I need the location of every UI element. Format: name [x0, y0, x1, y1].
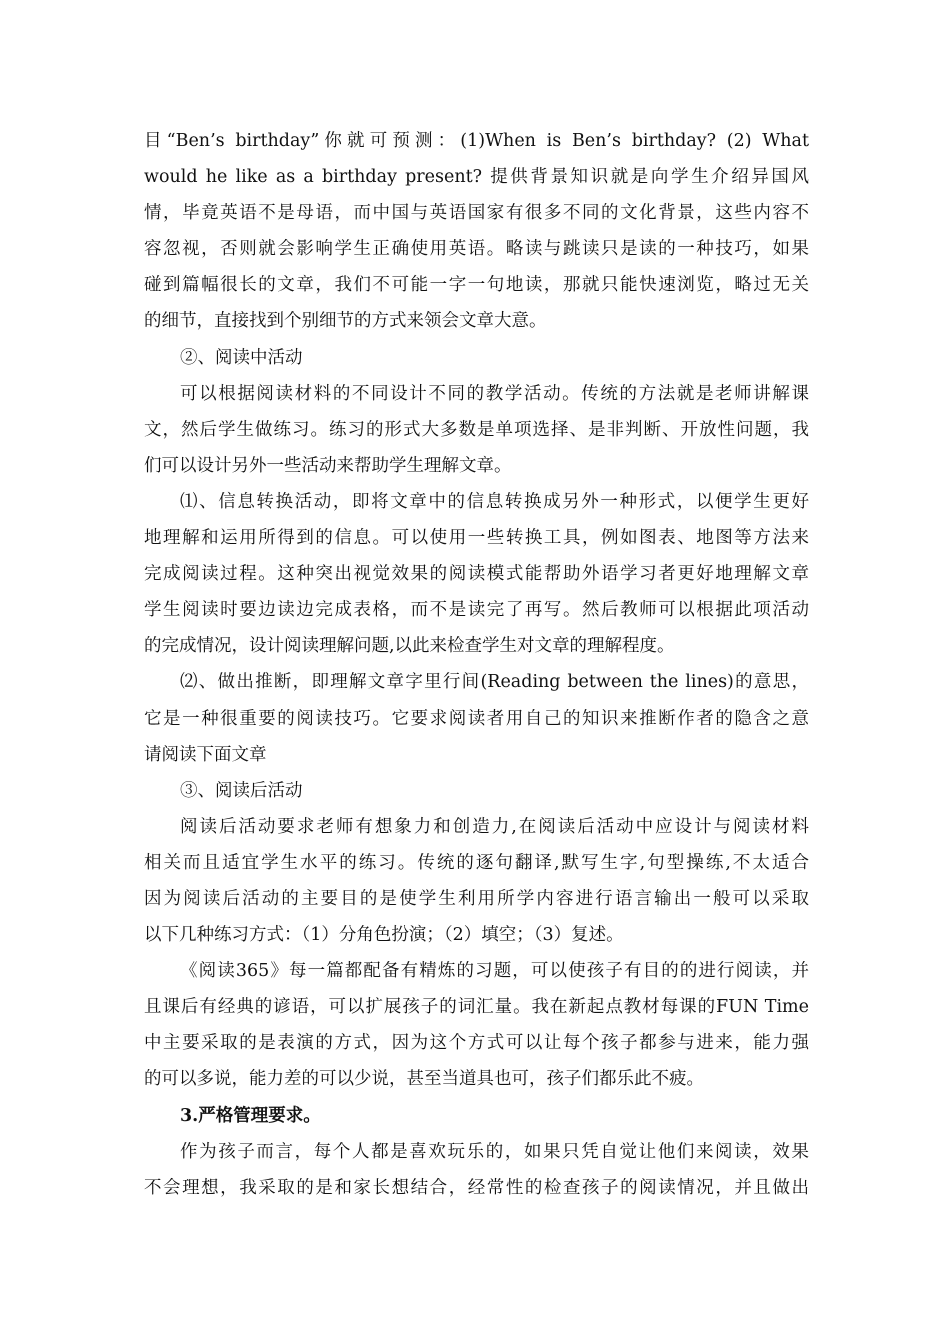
text-line: 《阅读365》每一篇都配备有精炼的习题，可以使孩子有目的的进行阅读，并	[180, 961, 809, 982]
text-line: ⑴、信息转换活动，即将文章中的信息转换成另外一种形式，以便学生更好	[180, 491, 809, 512]
text-line: 文，然后学生做练习。练习的形式大多数是单项选择、是非判断、开放性问题，我	[144, 419, 809, 440]
text-line: 情，毕竟英语不是母语，而中国与英语国家有很多不同的文化背景，这些内容不	[144, 203, 809, 224]
text-line: 容忽视，否则就会影响学生正确使用英语。略读与跳读只是读的一种技巧，如果	[144, 239, 809, 260]
text-line: 阅读后活动要求老师有想象力和创造力,在阅读后活动中应设计与阅读材料	[180, 816, 809, 837]
text-line: 因为阅读后活动的主要目的是使学生利用所学内容进行语言输出一般可以采取	[144, 888, 809, 909]
text-line: 的完成情况，设计阅读理解问题,以此来检查学生对文章的理解程度。	[144, 636, 675, 657]
text-line: 们可以设计另外一些活动来帮助学生理解文章。	[144, 455, 512, 476]
text-line: 相关而且适宜学生水平的练习。传统的逐句翻译,默写生字,句型操练,不太适合	[144, 852, 809, 873]
text-line: 碰到篇幅很长的文章，我们不可能一字一句地读，那就只能快速浏览，略过无关	[144, 275, 809, 296]
text-line: 作为孩子而言，每个人都是喜欢玩乐的，如果只凭自觉让他们来阅读，效果	[180, 1141, 809, 1162]
text-line: 的可以多说，能力差的可以少说，甚至当道具也可，孩子们都乐此不疲。	[144, 1069, 704, 1090]
text-line: 以下几种练习方式：（1）分角色扮演；（2）填空；（3）复述。	[144, 925, 624, 946]
text-line: 地理解和运用所得到的信息。可以使用一些转换工具，例如图表、地图等方法来	[144, 528, 809, 549]
text-line: 不会理想，我采取的是和家长想结合，经常性的检查孩子的阅读情况，并且做出	[144, 1177, 809, 1198]
text-line: 目“Ben’s birthday”你就可预测：(1)When is Ben’s birthday? (2) What	[144, 131, 809, 151]
text-line: 学生阅读时要边读边完成表格，而不是读完了再写。然后教师可以根据此项活动	[144, 600, 809, 621]
text-line: 中主要采取的是表演的方式，因为这个方式可以让每个孩子都参与进来，能力强	[144, 1033, 809, 1054]
section-heading-during-reading: ②、阅读中活动	[180, 347, 303, 368]
text-line: 且课后有经典的谚语，可以扩展孩子的词汇量。我在新起点教材每课的FUN Time	[144, 997, 809, 1018]
text-line: 的细节，直接找到个别细节的方式来领会文章大意。	[144, 311, 547, 332]
text-line: 请阅读下面文章	[144, 744, 267, 765]
section-heading-after-reading: ③、阅读后活动	[180, 780, 303, 801]
document-body	[144, 123, 809, 1206]
text-line: 可以根据阅读材料的不同设计不同的教学活动。传统的方法就是老师讲解课	[180, 383, 809, 404]
text-line: 完成阅读过程。这种突出视觉效果的阅读模式能帮助外语学习者更好地理解文章	[144, 564, 809, 585]
text-line: ⑵、做出推断，即理解文章字里行间(Reading between the lines)的意思，	[180, 672, 809, 693]
text-line: 它是一种很重要的阅读技巧。它要求阅读者用自己的知识来推断作者的隐含之意	[144, 708, 809, 729]
section-heading-strict-management: 3.严格管理要求。	[180, 1105, 321, 1126]
text-line: would he like as a birthday present? 提供背景知识就是向学生介绍异国风	[144, 167, 809, 188]
